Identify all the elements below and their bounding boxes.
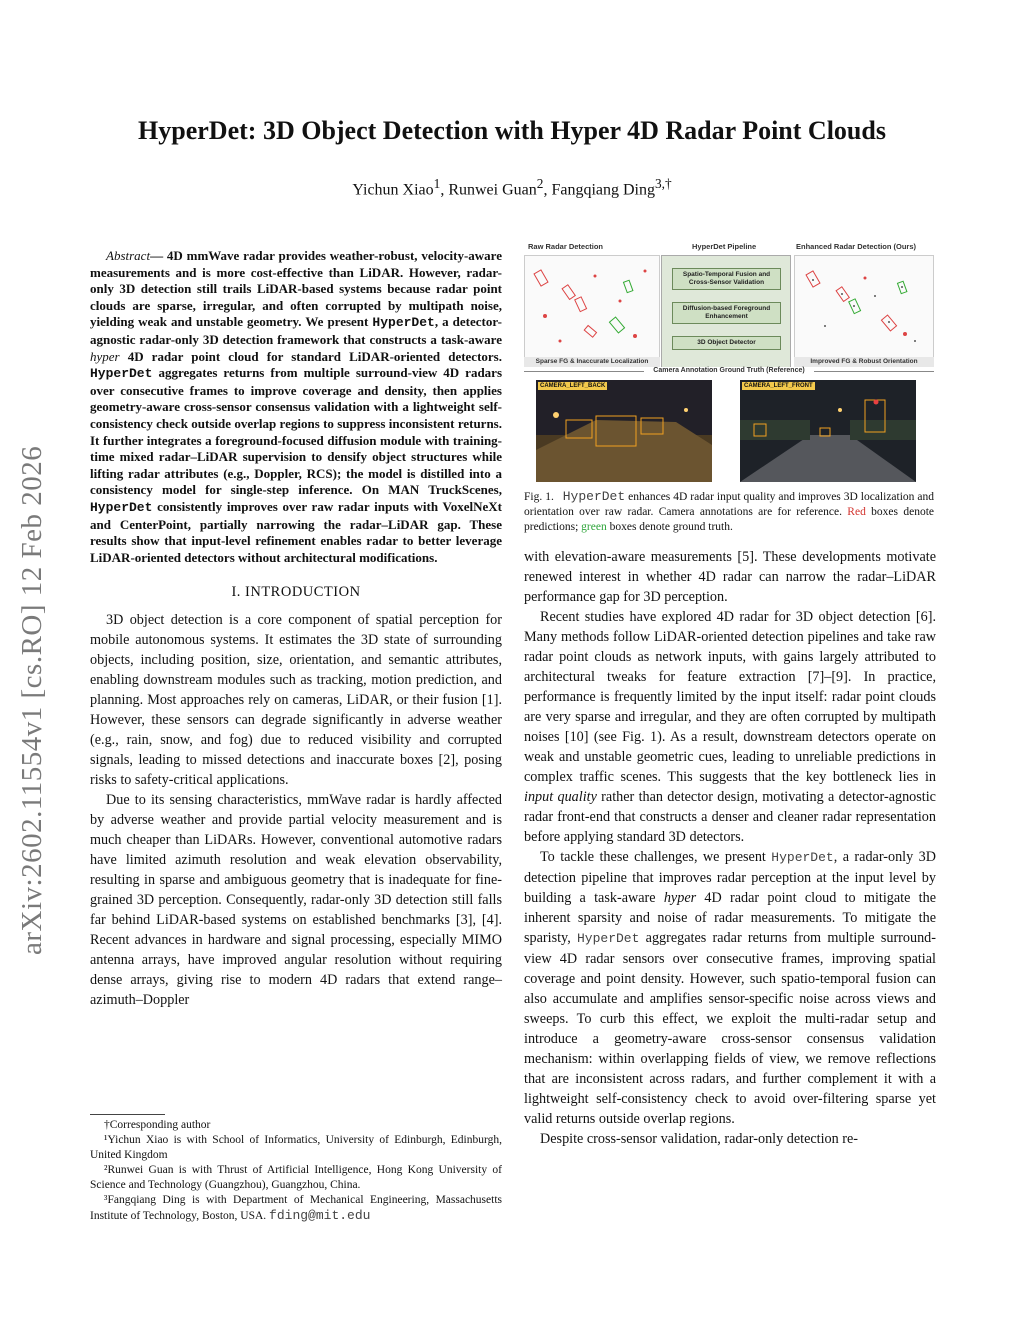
author-list: Yichun Xiao$^1$, Runwei Guan$^2$, Fangqiang Ding$^{3,\dagger}$ bbox=[352, 176, 672, 199]
camera-label-left-front: CAMERA_LEFT_FRONT bbox=[744, 383, 813, 389]
panel-header-raw: Raw Radar Detection bbox=[528, 242, 604, 251]
pipeline-step-fusion: Spatio-Temporal Fusion and Cross-Sensor Validation bbox=[672, 268, 781, 290]
camera-scene-left-front bbox=[740, 380, 916, 482]
footnote-1: ¹Yichun Xiao is with School of Informatics, University of Edinburgh, Edinburgh, United Kingdom bbox=[90, 1134, 502, 1161]
raw-panel-footer: Sparse FG & Inaccurate Localization bbox=[524, 357, 660, 367]
right-column bbox=[524, 547, 936, 1149]
footnote-3: ³Fangqiang Ding is with Department of Mechanical Engineering, Massachusetts Institute of Technology, Boston, USA. fding@mit.edu bbox=[90, 1194, 502, 1223]
footnote-rule bbox=[90, 1114, 165, 1115]
camera-image-left-back bbox=[536, 380, 712, 482]
author-email-link[interactable]: fding@mit.edu bbox=[269, 1208, 371, 1223]
enhanced-radar-plot bbox=[795, 256, 933, 360]
pipeline-step-detector: 3D Object Detector bbox=[672, 336, 781, 350]
intro-paragraph-2: Due to its sensing characteristics, mmWave radar is hardly affected by adverse weather and provide partial velocity measurement and is much cheaper than LiDARs. However, conventional automotive radars have limited azimuth resolution and weak elevation observability, resulting in sparse and ambiguous geometry that is inadequate for fine-grained 3D perception. Consequently, radar-only 3D detection still falls far behind LiDAR-based systems on established benchmarks [3], [4]. Recent advances in hardware and signal processing, especially MIMO antenna arrays, have improved angular resolution without requiring dense arrays, giving rise to modern 4D radars that extend range–azimuth–Doppler bbox=[90, 792, 502, 1009]
camera-scene-left-back bbox=[536, 380, 712, 482]
arxiv-identifier: arXiv:2602.11554v1 [cs.RO] 12 Feb 2026 bbox=[16, 445, 48, 955]
author-2: Runwei Guan bbox=[448, 181, 537, 199]
footnotes bbox=[90, 1118, 502, 1224]
figure-caption: Fig. 1. HyperDet enhances 4D radar input quality and improves 3D localization and orientation over raw radar. Camera annotations are for reference. Red boxes denote predictions; green boxes denote ground truth. bbox=[524, 489, 935, 533]
left-column bbox=[90, 248, 502, 1010]
panel-header-pipeline: HyperDet Pipeline bbox=[692, 242, 757, 251]
abstract: Abstract— 4D mmWave radar provides weather-robust, velocity-aware measurements and is more cost-effective than LiDAR. However, radar-only 3D detection still trails LiDAR-based systems because radar point clouds are sparse, irregular, and often corrupted by multipath noise, yielding weak and unstable geometry. We present HyperDet, a detector-agnostic radar-only 3D detection framework that constructs a task-aware hyper 4D radar point cloud for standard LiDAR-oriented detectors. HyperDet aggregates returns from multiple surround-view 4D radars over consecutive frames to improve coverage and density, then applies geometry-aware cross-sensor consensus validation with a lightweight self-consistency check outside overlap regions to suppress inconsistent returns. It further integrates a foreground-focused diffusion module with training-time mixed radar–LiDAR supervision to densify object structures while lifting radar attributes (e.g., Doppler, RCS); the model is distilled into a consistency model for single-step inference. On MAN TruckScenes, HyperDet consistently improves over raw radar inputs with VoxelNeXt and CenterPoint, partially narrowing the radar–LiDAR gap. These results show that input-level refinement enables radar to better leverage LiDAR-oriented detectors without architectural modifications. bbox=[90, 248, 502, 565]
raw-radar-panel bbox=[524, 255, 660, 361]
footnote-corresponding: †Corresponding author bbox=[104, 1119, 211, 1131]
camera-label-left-back: CAMERA_LEFT_BACK bbox=[540, 383, 606, 389]
section-heading-introduction: I. INTRODUCTION bbox=[231, 584, 361, 601]
right-paragraph-4: Despite cross-sensor validation, radar-only detection re- bbox=[540, 1131, 859, 1147]
enhanced-radar-panel bbox=[794, 255, 934, 361]
raw-radar-plot bbox=[525, 256, 659, 360]
right-paragraph-2: Recent studies have explored 4D radar for 3D object detection [6]. Many methods follow LiDAR-oriented detection pipelines and take raw radar point clouds as network inputs, with gains largely attributed to architectural tweaks for feature extraction [7]–[9]. In practice, performance is frequently limited by the input itself: radar point clouds are very sparse and irregular, and they are often corrupted by multipath noises [10] (see Fig. 1). As a result, downstream detectors operate on weak and unstable geometric cues, leading to unreliable predictions in complex traffic scenes. This suggests that the key bottleneck lies in input quality rather than detector design, motivating a detector-agnostic radar front-end that constructs a denser and cleaner radar representation before applying standard 3D detectors. bbox=[524, 609, 936, 845]
pipeline-step-diffusion: Diffusion-based Foreground Enhancement bbox=[672, 302, 781, 324]
right-paragraph-1: with elevation-aware measurements [5]. These developments motivate renewed interest in whether 4D radar can narrow the radar–LiDAR performance gap for 3D perception. bbox=[524, 549, 936, 605]
footnote-2: ²Runwei Guan is with Thrust of Artificial Intelligence, Hong Kong University of Science and Technology (Guangzhou), Guangzhou, China. bbox=[90, 1164, 502, 1191]
paper-title: HyperDet: 3D Object Detection with Hyper 4D Radar Point Clouds bbox=[138, 116, 886, 145]
pipeline-diagram bbox=[661, 255, 791, 369]
panel-header-enhanced: Enhanced Radar Detection (Ours) bbox=[796, 242, 917, 251]
author-3: Fangqiang Ding bbox=[551, 181, 655, 199]
camera-section-title: Camera Annotation Ground Truth (Reference) bbox=[644, 367, 814, 374]
intro-paragraph-1: 3D object detection is a core component of spatial perception for mobile autonomous systems. It estimates the 3D state of surrounding objects, including position, size, orientation, and semantic attributes, enabling downstream modules such as tracking, motion prediction, and planning. Most approaches rely on cameras, LiDAR, or their fusion [1]. However, these sensors can degrade significantly in adverse weather (e.g., rain, snow, and fog) due to reduced visibility and corrupted signals, leading to missed detections and inaccurate boxes [2], posing risks to safety-critical applications. bbox=[90, 612, 502, 789]
enhanced-panel-footer: Improved FG & Robust Orientation bbox=[794, 357, 934, 367]
author-1: Yichun Xiao bbox=[352, 181, 434, 199]
camera-image-left-front bbox=[740, 380, 916, 482]
right-paragraph-3: To tackle these challenges, we present HyperDet, a radar-only 3D detection pipeline that improves radar perception at the input level by building a task-aware hyper 4D radar point cloud to mitigate the inherent sparsity and noise of radar measurements. To mitigate the sparisty, HyperDet aggregates radar returns from multiple surround-view 4D radar sensors over consecutive frames, improving spatial coverage and point density. However, such spatio-temporal fusion can also accumulate and amplifies sensor-specific noise across views and sweeps. To curb this effect, we exploit the multi-radar setup and introduce a geometry-aware cross-sensor consensus validation mechanism: within overlapping fields of view, we remove reflections that are inconsistent across radars, and further complement it with a lightweight self-consistency check to avoid over-filtering sparse yet valid returns outside overlap regions. bbox=[524, 849, 936, 1127]
